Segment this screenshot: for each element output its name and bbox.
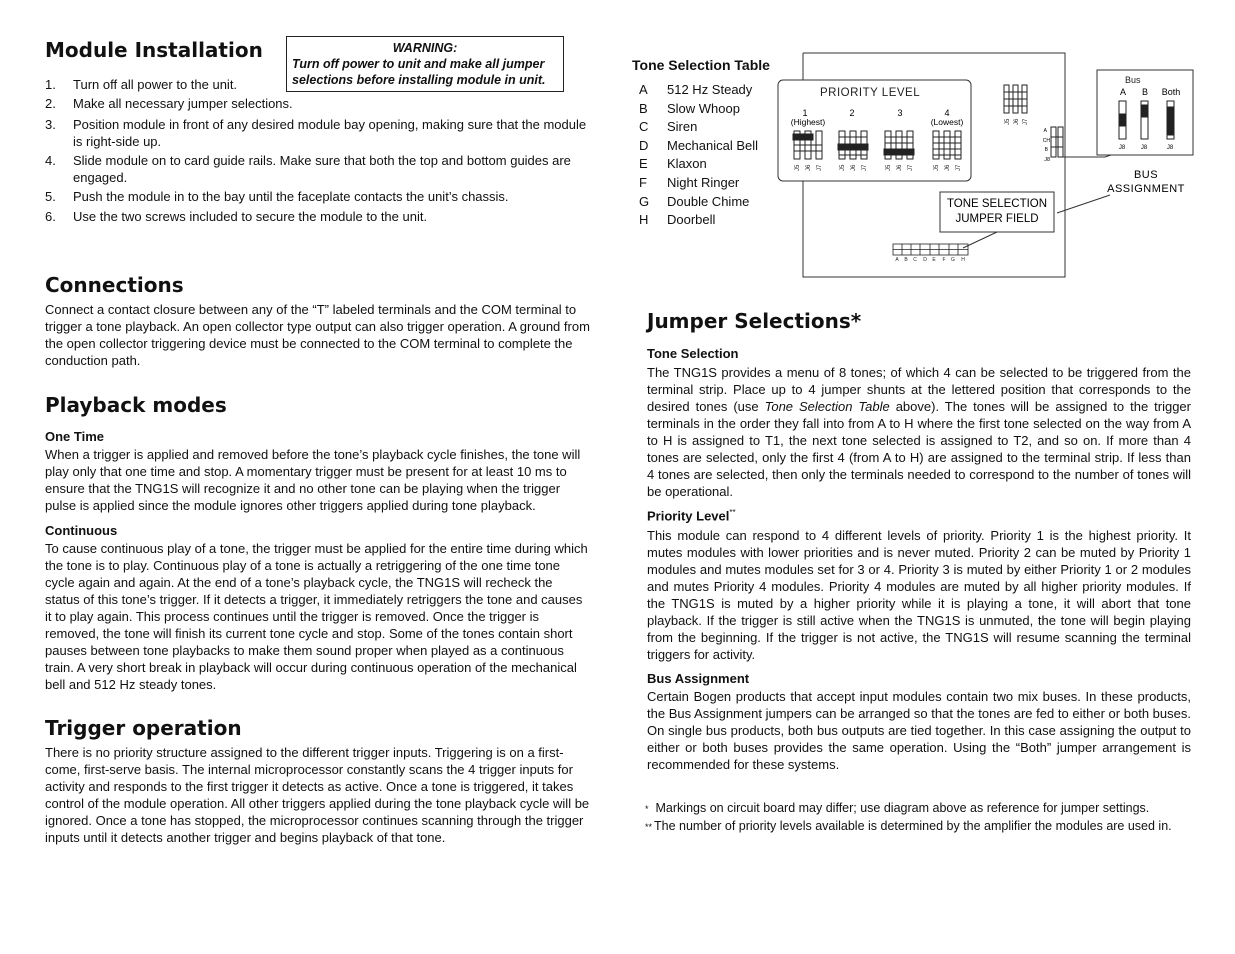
- tone-selection-heading: Tone Selection: [647, 346, 739, 361]
- svg-text:J6: J6: [851, 164, 857, 171]
- lowest-label: (Lowest): [930, 117, 964, 127]
- svg-text:J6: J6: [806, 164, 812, 171]
- svg-text:J7: J7: [862, 164, 868, 171]
- svg-text:B: B: [1044, 147, 1048, 153]
- list-item: 2. Make all necessary jumper selections.: [45, 96, 293, 111]
- tone-table-title: Tone Selection Table: [632, 57, 770, 73]
- svg-text:J8: J8: [1166, 145, 1174, 151]
- tone-selection-text: The TNG1S provides a menu of 8 tones; of which 4 can be selected to be triggered from the terminal strip. Place up to 4 jumper shunts at the lettered position that corresponds to the desired tones (use Tone Selection Table above). The tones will be assigned to the trigger terminals in the order they fall into from A to H where the first tone selected on the way from A to H is assigned to T1, the next tone selected is assigned to T2, and so on. If more than 4 tones are selected, only the first 4 (from A to H) are assigned to the terminal strip. If less than 4 tones are selected, then only the terminals needed to correspond to the number of tones will be operational.: [647, 365, 1191, 499]
- svg-text:J7: J7: [1023, 118, 1029, 125]
- highest-label: (Highest): [790, 117, 826, 127]
- table-row: A 512 Hz Steady: [639, 82, 753, 97]
- bus-assignment-label-1: BUS: [1133, 169, 1159, 181]
- board-header-j5-j7: [1004, 85, 1027, 113]
- level-2: 2: [849, 108, 855, 118]
- bus-assignment-label-2: ASSIGNMENT: [1107, 183, 1185, 195]
- trigger-operation-title: Trigger operation: [45, 716, 242, 740]
- svg-text:J6: J6: [897, 164, 903, 171]
- footnotes: [645, 800, 1195, 836]
- list-item: 5. Push the module in to the bay until the faceplate contacts the unit’s chassis.: [45, 189, 509, 204]
- svg-text:J5: J5: [795, 164, 801, 171]
- svg-text:J5: J5: [1005, 118, 1011, 125]
- bus-b-label: B: [1141, 87, 1149, 97]
- svg-text:A: A: [1043, 128, 1047, 134]
- bus-label: Bus: [1125, 75, 1141, 85]
- level-1: 1: [802, 108, 808, 118]
- module-installation-title: Module Installation: [45, 38, 263, 62]
- svg-text:G: G: [951, 257, 955, 263]
- jumper-diagram: [775, 45, 1195, 285]
- svg-text:J5: J5: [840, 164, 846, 171]
- svg-text:J7: J7: [817, 164, 823, 171]
- level-3: 3: [897, 108, 903, 118]
- svg-text:J7: J7: [908, 164, 914, 171]
- table-row: E Klaxon: [639, 156, 707, 172]
- svg-text:C: C: [913, 257, 917, 263]
- table-row: D Mechanical Bell: [639, 137, 759, 153]
- svg-text:A: A: [895, 257, 899, 263]
- continuous-text: To cause continuous play of a tone, the trigger must be applied for the entire time during which the tone is to play. Continuous play of a tone is actually a retriggering of the one time tone cycle again and again. At the end of a tone’s playback cycle, the TNG1S will recheck the status of this tone’s trigger. If it detects a trigger, it immediately retriggers the tone and causes it to play again. This process continues until the trigger is removed. Once the trigger is removed, the tone will finish its current tone cycle and stop. Some of the tones contain short pauses between tone playbacks to make them sound proper when played as a continuous train. A very short break in playback will occur during continuous operation of the mechanical bell and 512 Hz steady tones.: [45, 541, 588, 692]
- one-time-text: When a trigger is applied and removed before the tone’s playback cycle finishes, the tone will play only that one time and stop. A momentary trigger must be present for at least 10 ms to ensure that the TNG1S will recognize it and no other tone can be playing when the trigger pulse is applied since the module ignores other triggers applied during tone playback.: [45, 447, 581, 513]
- svg-text:CH: CH: [1042, 138, 1050, 144]
- svg-text:F: F: [942, 257, 946, 263]
- list-item: 3. Position module in front of any desired module bay opening, making sure that the module is right-side up.: [45, 117, 587, 149]
- svg-text:J7: J7: [956, 164, 962, 171]
- svg-text:J6: J6: [1014, 118, 1020, 125]
- one-time-heading: One Time: [45, 429, 105, 444]
- tone-selection-label-2: JUMPER FIELD: [955, 213, 1039, 225]
- tone-jumper-field: [893, 244, 968, 255]
- bus-assignment-heading: Bus Assignment: [647, 671, 750, 686]
- tone-selection-table: [632, 57, 770, 230]
- svg-text:E: E: [932, 257, 936, 263]
- continuous-heading: Continuous: [45, 523, 118, 538]
- trigger-operation-text: There is no priority structure assigned to the different trigger inputs. Triggering is on a first-come, first-serve basis. The internal microprocessor constantly scans the 4 trigger inputs for activity and responds to the first trigger it detects as active. Once a tone is triggered, it takes control of the module operation. All other triggers applied during the tone playback cycle will be ignored. Once a tone has stopped, the microprocessor continues scanning through the trigger inputs until it detects another trigger and begins playback of that tone.: [45, 745, 590, 845]
- jumper-selections-title: Jumper Selections*: [647, 309, 862, 333]
- svg-text:J6: J6: [945, 164, 951, 171]
- list-item: 6. Use the two screws included to secure the module to the unit.: [45, 209, 428, 224]
- table-row: G Double Chime: [639, 193, 750, 209]
- tone-selection-label-1: TONE SELECTION: [946, 198, 1048, 210]
- level-4: 4: [944, 108, 950, 118]
- svg-text:J5: J5: [934, 164, 940, 171]
- table-row: B Slow Whoop: [639, 100, 740, 116]
- priority-level-heading: Priority Level**: [647, 508, 736, 524]
- svg-text:H: H: [961, 257, 965, 263]
- warning-text: Turn off power to unit and make all jumper selections before installing module in unit.: [292, 57, 546, 87]
- svg-text:J5: J5: [886, 164, 892, 171]
- table-row: H Doorbell: [639, 212, 716, 228]
- bus-both-label: Both: [1161, 87, 1181, 97]
- priority-level-text: This module can respond to 4 different levels of priority. Priority 1 is the highest priority. It mutes modules with lower priorities and is never muted. Priority 2 can be muted by Priority 1 modules and mutes modules set for 3 or 4. Priority 3 is muted by either Priority 1 or 2 modules and mutes Priority 4 modules. Priority 4 modules are muted by all higher priority modules. If the TNG1S is muted by a higher priority while it is playing a tone, it will abort that tone playback. If the trigger is still active when the TNG1S is unmuted, the tone will begin playing from the beginning. If the trigger is not active, the TNG1S will resume scanning the terminal triggers for activity.: [647, 528, 1191, 662]
- board-header-j8: [1051, 127, 1063, 157]
- svg-text:J8: J8: [1118, 145, 1126, 151]
- bus-assignment-text: Certain Bogen products that accept input modules contain two mix buses. In these products, the Bus Assignment jumpers can be arranged so that the tones are fed to either or both buses. On single bus products, both bus outputs are tied together. In this case assigning the output to either or both buses provides the same operation. Using the “Both” jumper arrangement is recommended for these systems.: [647, 689, 1191, 772]
- list-item: 1. Turn off all power to the unit.: [45, 77, 238, 92]
- table-row: C Siren: [639, 119, 698, 135]
- priority-level-label: PRIORITY LEVEL: [820, 87, 921, 99]
- warning-title: WARNING:: [392, 41, 458, 55]
- installation-steps: [45, 76, 590, 227]
- svg-text:B: B: [904, 257, 908, 263]
- footnote-2: ** The number of priority levels available is determined by the amplifier the modules are used in.: [645, 819, 1172, 833]
- connections-text: Connect a contact closure between any of the “T” labeled terminals and the COM terminal to trigger a tone playback. An open collector type output can also trigger operation. A ground from the open collector triggering device must be connected to the COM terminal to complete the conduction path.: [45, 302, 590, 368]
- footnote-1: * Markings on circuit board may differ; use diagram above as reference for jumper settings.: [645, 801, 1150, 815]
- list-item: 4. Slide module on to card guide rails. Make sure that both the top and bottom guides are engaged.: [45, 153, 571, 185]
- playback-modes-title: Playback modes: [45, 393, 227, 417]
- connections-title: Connections: [45, 273, 184, 297]
- bus-a-label: A: [1119, 87, 1127, 97]
- svg-text:J8: J8: [1044, 157, 1050, 163]
- table-row: F Night Ringer: [639, 174, 740, 190]
- svg-text:J8: J8: [1140, 145, 1148, 151]
- bus-jumper-both: [1167, 101, 1174, 139]
- svg-text:D: D: [923, 257, 927, 263]
